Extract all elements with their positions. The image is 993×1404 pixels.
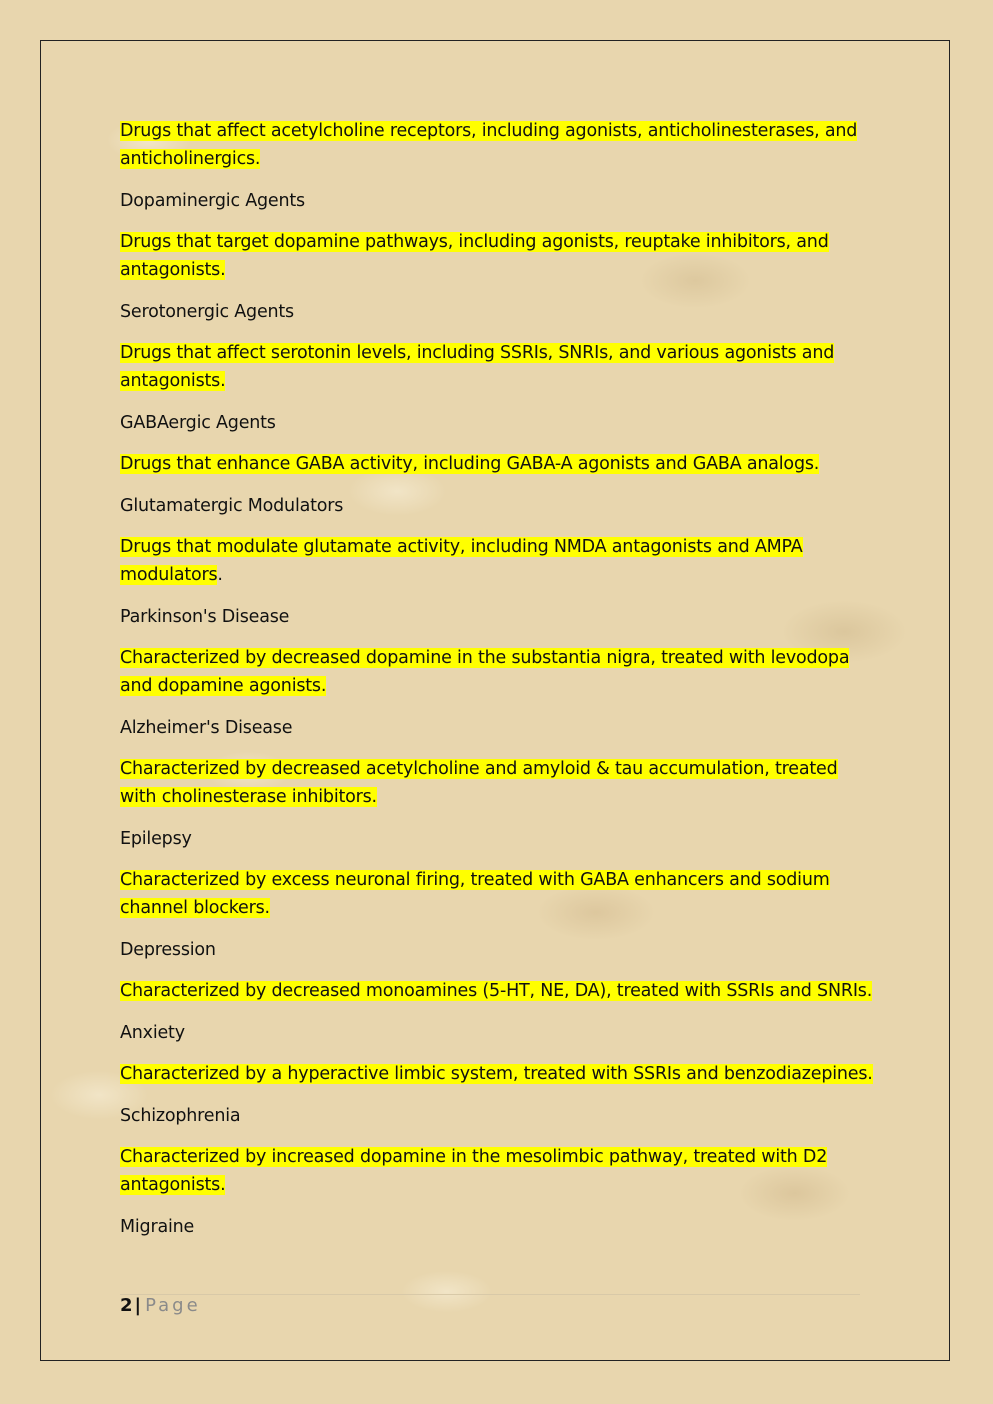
highlighted-text: Characterized by excess neuronal firing, treated with GABA enhancers and sodium channel blockers. [120, 870, 830, 918]
description-paragraph [120, 866, 875, 922]
description-paragraph [120, 644, 875, 700]
heading-paragraph [120, 1019, 875, 1047]
heading-text: Glutamatergic Modulators [120, 495, 344, 516]
heading-paragraph [120, 409, 875, 437]
highlighted-text: Drugs that modulate glutamate activity, including NMDA antagonists and AMPA modulators [120, 537, 803, 585]
heading-paragraph [120, 1102, 875, 1130]
highlighted-text: Characterized by decreased dopamine in the substantia nigra, treated with levodopa and dopamine agonists. [120, 648, 850, 696]
heading-text: Alzheimer's Disease [120, 717, 293, 738]
description-paragraph [120, 977, 875, 1005]
highlighted-text: Characterized by decreased monoamines (5-HT, NE, DA), treated with SSRIs and SNRIs. [120, 981, 873, 1001]
trailing-text: . [217, 565, 223, 585]
description-paragraph [120, 228, 875, 284]
heading-text: Depression [120, 939, 216, 960]
highlighted-text: Drugs that affect acetylcholine receptors, including agonists, anticholinesterases, and anticholinergics. [120, 121, 858, 169]
heading-text: Schizophrenia [120, 1105, 241, 1126]
description-paragraph [120, 533, 875, 589]
page-number: 2 [120, 1295, 133, 1316]
description-paragraph [120, 339, 875, 395]
heading-paragraph [120, 187, 875, 215]
heading-text: GABAergic Agents [120, 412, 276, 433]
description-paragraph [120, 117, 875, 173]
heading-paragraph [120, 492, 875, 520]
heading-paragraph [120, 1213, 875, 1241]
description-paragraph [120, 1143, 875, 1199]
heading-text: Epilepsy [120, 828, 192, 849]
page-footer [120, 1294, 860, 1316]
highlighted-text: Drugs that affect serotonin levels, including SSRIs, SNRIs, and various agonists and antagonists. [120, 343, 835, 391]
heading-text: Parkinson's Disease [120, 606, 290, 627]
document-body [120, 117, 875, 1254]
highlighted-text: Characterized by decreased acetylcholine and amyloid & tau accumulation, treated with cholinesterase inhibitors. [120, 759, 838, 807]
heading-paragraph [120, 298, 875, 326]
description-paragraph [120, 450, 875, 478]
heading-text: Migraine [120, 1216, 195, 1237]
highlighted-text: Characterized by increased dopamine in the mesolimbic pathway, treated with D2 antagonists. [120, 1147, 828, 1195]
heading-paragraph [120, 936, 875, 964]
heading-paragraph [120, 825, 875, 853]
footer-separator: | [134, 1295, 142, 1316]
highlighted-text: Drugs that enhance GABA activity, including GABA-A agonists and GABA analogs. [120, 454, 820, 474]
heading-text: Serotonergic Agents [120, 301, 294, 322]
heading-paragraph [120, 603, 875, 631]
heading-paragraph [120, 714, 875, 742]
heading-text: Anxiety [120, 1022, 185, 1043]
highlighted-text: Characterized by a hyperactive limbic system, treated with SSRIs and benzodiazepines. [120, 1064, 873, 1084]
highlighted-text: Drugs that target dopamine pathways, including agonists, reuptake inhibitors, and antagonists. [120, 232, 829, 280]
page-label: Page [145, 1295, 201, 1316]
heading-text: Dopaminergic Agents [120, 190, 305, 211]
description-paragraph [120, 1060, 875, 1088]
description-paragraph [120, 755, 875, 811]
